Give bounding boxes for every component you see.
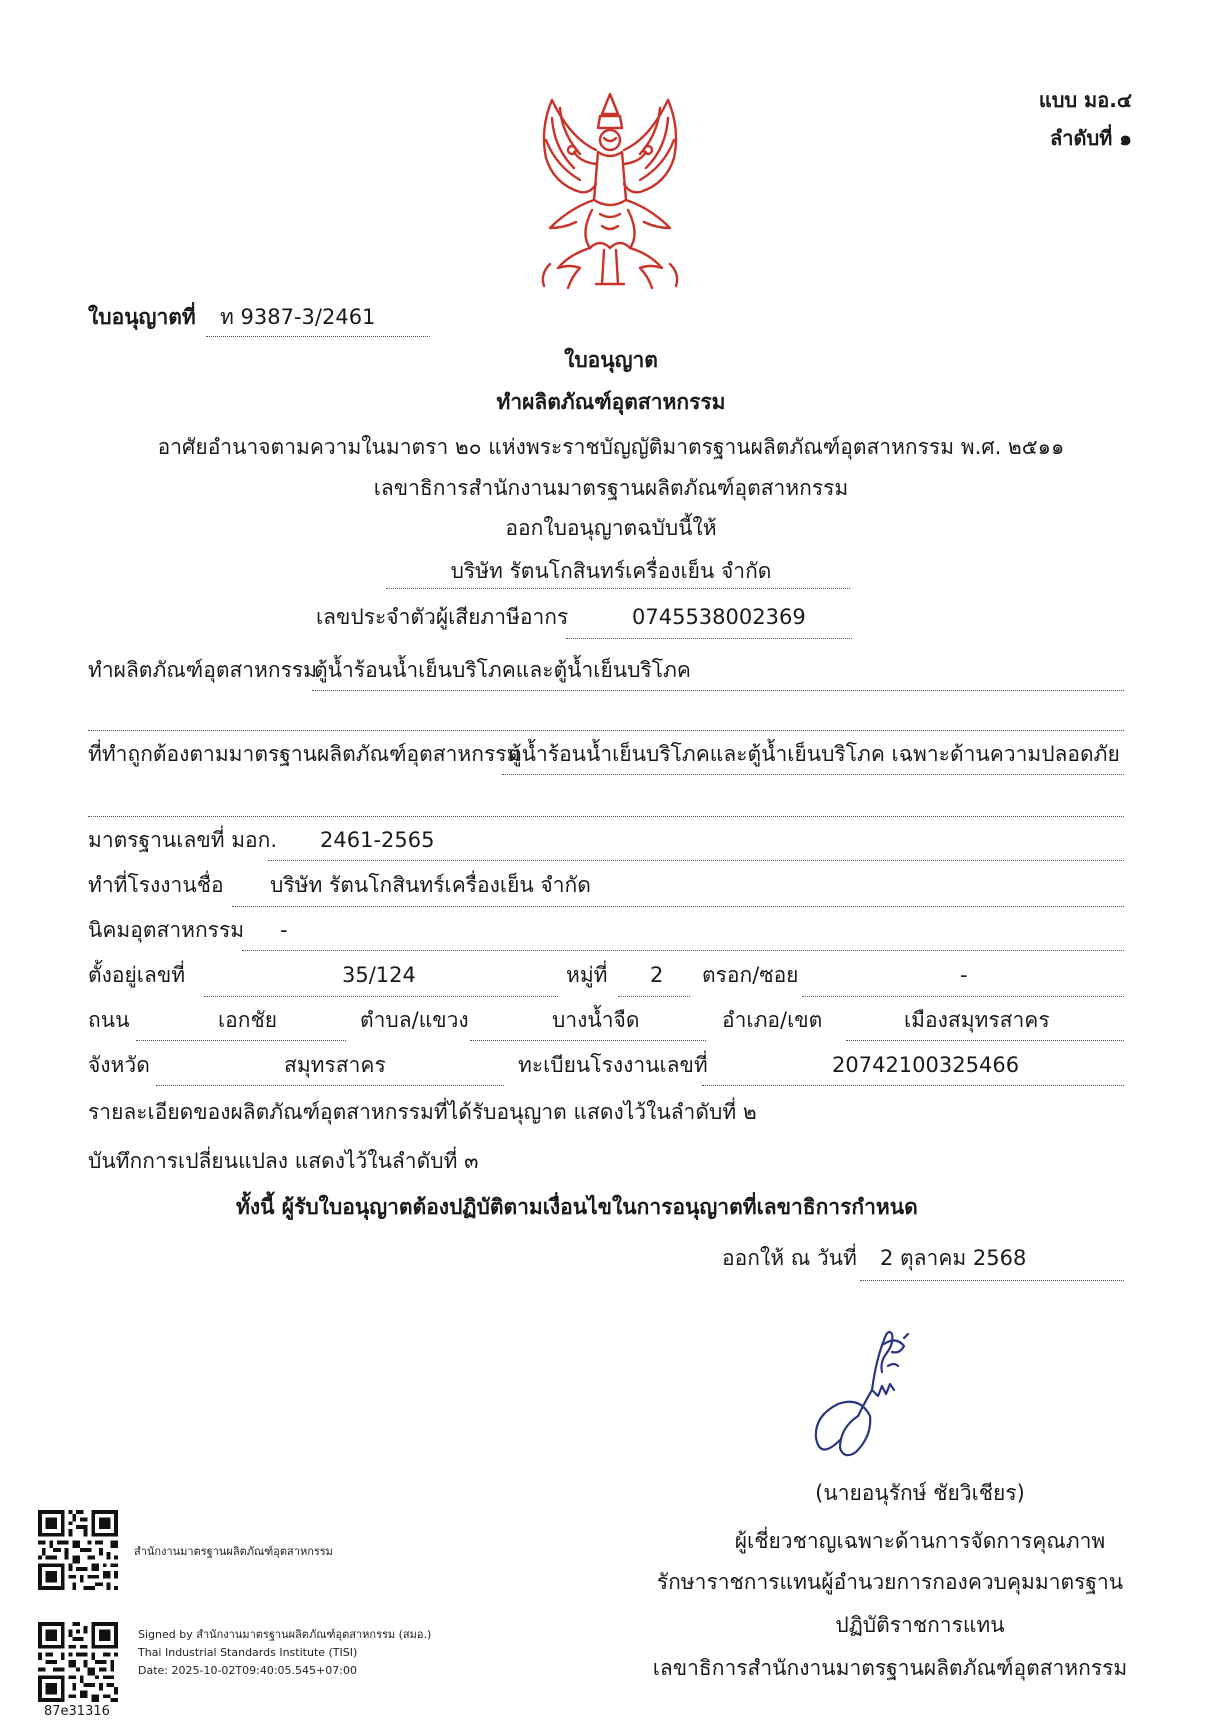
order-number: ลำดับที่ ๑ — [1049, 126, 1132, 150]
tax-id-label: เลขประจำตัวผู้เสียภาษีอากร — [316, 605, 569, 629]
dotted-line — [566, 638, 852, 639]
address-moo-label: หมู่ที่ — [566, 963, 608, 987]
dotted-line — [88, 816, 1124, 817]
title-line1: ใบอนุญาต — [564, 348, 658, 372]
dotted-line — [702, 1085, 1124, 1086]
dotted-line — [846, 1040, 1124, 1041]
standard-ref-value: ตู้น้ำร้อนน้ำเย็นบริโภคและตู้น้ำเย็นบริโภค เฉพาะด้านความปลอดภัย — [508, 742, 1120, 766]
title-line2: ทำผลิตภัณฑ์อุตสาหกรรม — [496, 390, 726, 414]
dotted-line — [312, 690, 1124, 691]
address-moo-value: 2 — [650, 963, 664, 987]
preamble-line3: ออกใบอนุญาตฉบับนี้ให้ — [505, 516, 717, 540]
factory-reg-label: ทะเบียนโรงงานเลขที่ — [518, 1053, 708, 1077]
estate-label: นิคมอุตสาหกรรม — [88, 918, 245, 942]
address-amphoe-label: อำเภอ/เขต — [722, 1008, 823, 1032]
condition-line: ทั้งนี้ ผู้รับใบอนุญาตต้องปฏิบัติตามเงื่อนไขในการอนุญาตที่เลขาธิการกำหนด — [236, 1195, 918, 1219]
footer-signed-by: Signed by สำนักงานมาตรฐานผลิตภัณฑ์อุตสาหกรรม (สมอ.) — [138, 1628, 432, 1641]
dotted-line — [386, 588, 850, 589]
preamble-line1: อาศัยอำนาจตามความในมาตรา ๒๐ แห่งพระราชบัญญัติมาตรฐานผลิตภัณฑ์อุตสาหกรรม พ.ศ. ๒๕๑๑ — [157, 435, 1065, 459]
footer-code: 87e31316 — [44, 1704, 110, 1719]
dotted-line — [618, 996, 690, 997]
dotted-line — [204, 996, 558, 997]
license-no-value: ท 9387-3/2461 — [220, 305, 376, 329]
product-label: ทำผลิตภัณฑ์อุตสาหกรรม — [88, 658, 318, 682]
dotted-line — [88, 730, 1124, 731]
factory-value: บริษัท รัตนโกสินทร์เครื่องเย็น จำกัด — [270, 873, 591, 897]
footer-date: Date: 2025-10-02T09:40:05.545+07:00 — [138, 1664, 357, 1677]
address-no-label: ตั้งอยู่เลขที่ — [88, 963, 186, 987]
standard-no-label: มาตรฐานเลขที่ มอก. — [88, 828, 278, 852]
handwritten-signature — [800, 1320, 930, 1470]
dotted-line — [802, 996, 1124, 997]
license-no-label: ใบอนุญาตที่ — [88, 305, 196, 329]
signatory-position-3: ปฏิบัติราชการแทน — [835, 1613, 1005, 1637]
address-province-value: สมุทรสาคร — [284, 1053, 386, 1077]
address-no-value: 35/124 — [342, 963, 416, 987]
footer-agency: สำนักงานมาตรฐานผลิตภัณฑ์อุตสาหกรรม — [134, 1545, 333, 1558]
changes-line: บันทึกการเปลี่ยนแปลง แสดงไว้ในลำดับที่ ๓ — [88, 1149, 479, 1173]
product-value: ตู้น้ำร้อนน้ำเย็นบริโภคและตู้น้ำเย็นบริโภค — [314, 658, 691, 682]
form-type: แบบ มอ.๔ — [1038, 88, 1132, 112]
tax-id-value: 0745538002369 — [632, 605, 806, 629]
issue-date-label: ออกให้ ณ วันที่ — [722, 1246, 857, 1270]
qr-code-icon — [38, 1622, 118, 1702]
qr-code-icon — [38, 1510, 118, 1590]
dotted-line — [156, 1085, 504, 1086]
dotted-line — [232, 906, 1124, 907]
company-name: บริษัท รัตนโกสินทร์เครื่องเย็น จำกัด — [450, 559, 772, 583]
address-province-label: จังหวัด — [88, 1053, 150, 1077]
preamble-line2: เลขาธิการสำนักงานมาตรฐานผลิตภัณฑ์อุตสาหกรรม — [373, 476, 849, 500]
address-amphoe-value: เมืองสมุทรสาคร — [904, 1008, 1050, 1032]
address-tambon-value: บางน้ำจืด — [552, 1008, 640, 1032]
signatory-name: (นายอนุรักษ์ ชัยวิเชียร) — [815, 1481, 1025, 1505]
dotted-line — [860, 1280, 1124, 1281]
dotted-line — [470, 1040, 706, 1041]
signatory-position-1: ผู้เชี่ยวชาญเฉพาะด้านการจัดการคุณภาพ — [734, 1529, 1106, 1553]
address-road-value: เอกชัย — [218, 1008, 278, 1032]
address-soi-label: ตรอก/ซอย — [702, 963, 799, 987]
dotted-line — [268, 860, 1124, 861]
issue-date-value: 2 ตุลาคม 2568 — [880, 1246, 1027, 1270]
standard-no-value: 2461-2565 — [320, 828, 435, 852]
address-soi-value: - — [960, 963, 968, 987]
signatory-position-2: รักษาราชการแทนผู้อำนวยการกองควบคุมมาตรฐาน — [656, 1570, 1124, 1594]
address-tambon-label: ตำบล/แขวง — [360, 1008, 469, 1032]
garuda-emblem-icon — [510, 88, 710, 298]
dotted-line — [206, 336, 430, 337]
dotted-line — [502, 774, 1124, 775]
address-road-label: ถนน — [88, 1008, 130, 1032]
details-line: รายละเอียดของผลิตภัณฑ์อุตสาหกรรมที่ได้รับอนุญาต แสดงไว้ในลำดับที่ ๒ — [88, 1100, 757, 1124]
estate-value: - — [280, 918, 288, 942]
dotted-line — [242, 950, 1124, 951]
standard-ref-label: ที่ทำถูกต้องตามมาตรฐานผลิตภัณฑ์อุตสาหกรรม — [88, 742, 521, 766]
dotted-line — [136, 1040, 346, 1041]
footer-institute: Thai Industrial Standards Institute (TISI) — [138, 1646, 358, 1659]
factory-label: ทำที่โรงงานชื่อ — [88, 873, 224, 897]
signatory-position-4: เลขาธิการสำนักงานมาตรฐานผลิตภัณฑ์อุตสาหกรรม — [652, 1656, 1128, 1680]
factory-reg-value: 20742100325466 — [832, 1053, 1020, 1077]
